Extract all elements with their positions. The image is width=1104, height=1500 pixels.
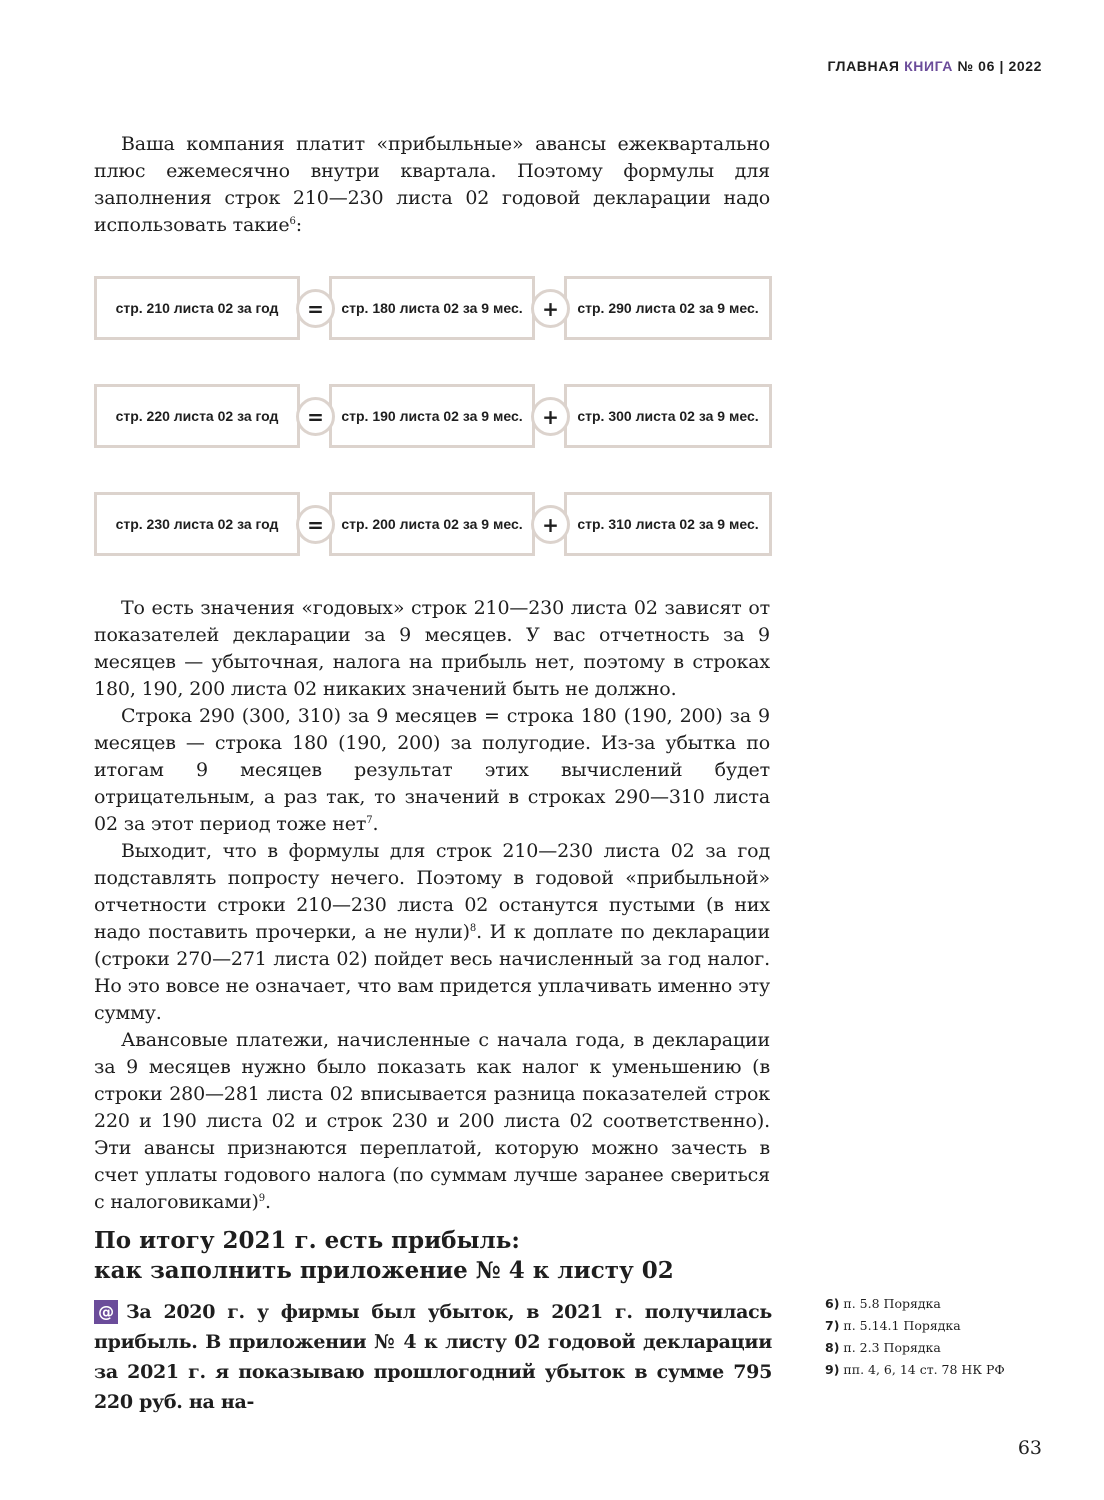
magazine-header	[827, 58, 1042, 74]
formula-left-box: стр. 230 листа 02 за год	[94, 492, 300, 556]
footnote-text: п. 5.14.1 Порядка	[843, 1318, 961, 1333]
formula-right-box: стр. 290 листа 02 за 9 мес.	[564, 276, 772, 340]
intro-tail: :	[295, 214, 302, 236]
question-at-icon: @	[94, 1300, 118, 1324]
body-paragraph-1: То есть значения «годовых» строк 210—230 листа 02 зависят от показателей декларации за 9 месяцев. У вас отчетность за 9 месяцев — убыточная, налога на прибыль нет, поэтому в строках 180, 190, 200 листа 02 никаких значений быть не должно.	[94, 597, 770, 700]
section-title	[94, 1226, 774, 1286]
intro-paragraph	[94, 131, 770, 239]
formula-mid-box: стр. 190 листа 02 за 9 мес.	[329, 384, 535, 448]
formula-left-box: стр. 220 листа 02 за год	[94, 384, 300, 448]
section-title-line-1: По итогу 2021 г. есть прибыль:	[94, 1227, 520, 1254]
formula-row-230	[94, 492, 772, 562]
reader-question	[94, 1297, 772, 1417]
footnote-text: п. 5.8 Порядка	[843, 1296, 941, 1311]
header-title: ГЛАВНАЯ	[827, 58, 900, 74]
section-title-line-2: как заполнить приложение № 4 к листу 02	[94, 1257, 674, 1284]
page-number: 63	[1017, 1437, 1042, 1459]
formula-mid-box: стр. 200 листа 02 за 9 мес.	[329, 492, 535, 556]
body-paragraph-2	[94, 703, 770, 838]
body-paragraph-2-tail: .	[372, 813, 379, 835]
body-paragraph-3-text: Выходит, что в формулы для строк 210—230 листа 02 за год подставлять попросту нечего. Поэтому в годовой «прибыльной» отчетности строки 210—230 листа 02 останутся пустыми (в них надо поставить прочерки, а не нули)	[94, 840, 770, 943]
intro-text: Ваша компания платит «прибыльные» авансы ежеквартально плюс ежемесячно внутри квартала. Поэтому формулы для заполнения строк 210—230 листа 02 годовой декларации надо использовать такие	[94, 133, 770, 236]
formula-right-box: стр. 300 листа 02 за 9 мес.	[564, 384, 772, 448]
footnote-number: 7)	[825, 1318, 840, 1333]
footnote-number: 8)	[825, 1340, 840, 1355]
header-accent: КНИГА	[904, 58, 953, 74]
body-paragraph-4	[94, 1027, 770, 1216]
body-paragraph-3	[94, 838, 770, 1027]
formula-row-220	[94, 384, 772, 454]
footnote-ref-6: 6	[289, 216, 296, 227]
formula-right-box: стр. 310 листа 02 за 9 мес.	[564, 492, 772, 556]
question-text: За 2020 г. у фирмы был убыток, в 2021 г. получилась прибыль. В приложении № 4 к листу 02 годовой декларации за 2021 г. я показываю прошлогодний убыток в сумме 795 220 руб. на на-	[94, 1301, 772, 1413]
equals-icon: =	[296, 289, 335, 328]
plus-icon: +	[531, 289, 570, 328]
footnote-number: 6)	[825, 1296, 840, 1311]
body-paragraph-3-tail: . И к доплате по декларации (строки 270—271 листа 02) пойдет весь начисленный за год налог. Но это вовсе не означает, что вам придется уплачивать именно эту сумму.	[94, 921, 770, 1024]
body-paragraph-2-text: Строка 290 (300, 310) за 9 месяцев = строка 180 (190, 200) за 9 месяцев — строка 180 (190, 200) за полугодие. Из-за убытка по итогам 9 месяцев результат этих вычислений будет отрицательным, а раз так, то значений в строках 290—310 листа 02 за этот период тоже нет	[94, 705, 770, 835]
footnote-ref-7: 7	[366, 815, 373, 826]
plus-icon: +	[531, 505, 570, 544]
formula-left-box: стр. 210 листа 02 за год	[94, 276, 300, 340]
footnote-text: пп. 4, 6, 14 ст. 78 НК РФ	[843, 1362, 1005, 1377]
footnote-9	[825, 1359, 1055, 1381]
formula-mid-box: стр. 180 листа 02 за 9 мес.	[329, 276, 535, 340]
plus-icon: +	[531, 397, 570, 436]
footnote-ref-8: 8	[469, 923, 477, 934]
equals-icon: =	[296, 397, 335, 436]
footnote-7	[825, 1315, 1055, 1337]
header-issue: № 06 | 2022	[957, 58, 1042, 74]
formula-row-210	[94, 276, 772, 346]
footnote-8	[825, 1337, 1055, 1359]
footnote-ref-9: 9	[258, 1193, 265, 1204]
footnotes	[825, 1293, 1055, 1381]
footnote-number: 9)	[825, 1362, 840, 1377]
footnote-text: п. 2.3 Порядка	[843, 1340, 941, 1355]
body-text	[94, 595, 770, 1216]
footnote-6	[825, 1293, 1055, 1315]
body-paragraph-4-tail: .	[264, 1191, 271, 1213]
body-paragraph-4-text: Авансовые платежи, начисленные с начала года, в декларации за 9 месяцев нужно было показать как налог к уменьшению (в строки 280—281 листа 02 вписывается разница показателей строк 220 и 190 листа 02 и строк 230 и 200 листа 02 соответственно). Эти авансы признаются переплатой, которую можно зачесть в счет уплаты годового налога (по суммам лучше заранее свериться с налоговиками)	[94, 1029, 770, 1213]
equals-icon: =	[296, 505, 335, 544]
